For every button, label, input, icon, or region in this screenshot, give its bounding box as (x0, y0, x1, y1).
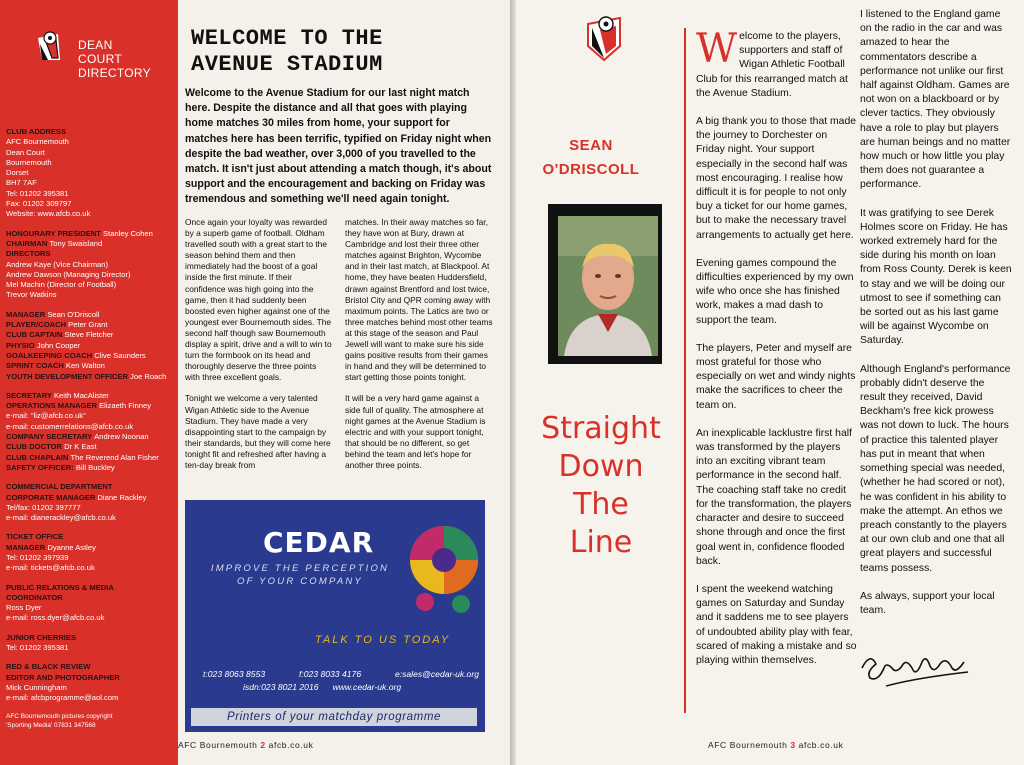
directory-value: Tel/fax: 01202 397777 (6, 502, 81, 512)
section-gap (6, 574, 174, 583)
directory-entry (6, 513, 174, 523)
directory-entry (6, 543, 174, 553)
directory-value: The Reverend Alan Fisher (70, 452, 159, 462)
directory-value: BH7 7AF (6, 178, 37, 188)
directory-heading: COMPANY SECRETARY (6, 432, 95, 442)
article-column-1 (185, 217, 333, 481)
directory-entry (6, 411, 174, 421)
directory-entry (6, 453, 174, 463)
directory-entry (6, 391, 174, 401)
directory-entry (6, 553, 174, 563)
directory-entry (6, 503, 174, 513)
directory-value: Dyanne Astley (47, 542, 96, 552)
author-name: SEAN O'DRISCOLL (542, 137, 640, 178)
advert-contacts: t:023 8063 8553 f:023 8033 4176 e:sales@cedar-uk.org isdn:023 8021 2016 www.cedar-uk.org (203, 669, 479, 692)
column-divider (684, 28, 686, 713)
advert-tagline: IMPROVE THE PERCEPTION OF YOUR COMPANY (210, 563, 390, 587)
article-column-2 (345, 217, 493, 481)
directory-value: e-mail: "liz@afcb.co.uk" (6, 411, 86, 421)
manager-photo (558, 216, 658, 356)
paragraph: Once again your loyalty was rewarded by a superb game of football. Oldham travelled south with a great start to the season behind them and then immediately had the boost of a goal inside the first minute. If their confidence was high going into the game, then it had suddenly been boosted even higher against one of the youngest ever Bournemouth sides. The second half though saw Bournemouth display a spirit, drive and a will to win to turn the formbook on its head and thoroughly deserve the three points with three excellent goals. (185, 217, 332, 383)
directory-entry (6, 270, 174, 280)
directory-heading: SAFETY OFFICER: (6, 462, 76, 472)
directory-heading: EDITOR AND PHOTOGRAPHER (6, 672, 120, 682)
directory-value: Mel Machin (Director of Football) (6, 280, 117, 290)
directory-value: Stanley Cohen (103, 228, 153, 238)
directory-entry (6, 563, 174, 573)
directory-heading: MANAGER (6, 542, 48, 552)
advert-brand: CEDAR (263, 526, 375, 559)
directory-value: Ken Walton (65, 361, 105, 371)
directory-heading: CHAIRMAN (6, 238, 50, 248)
directory-entry (6, 189, 174, 199)
directory-value: Keith MacAlister (53, 390, 109, 400)
directory-heading: DIRECTORS (6, 249, 51, 259)
directory-value: Andrew Dawson (Managing Director) (6, 269, 131, 279)
directory-entry (6, 199, 174, 209)
directory-value: Elizaeth Finney (99, 401, 152, 411)
advert-artwork-icon (407, 520, 481, 616)
welcome-headline: WELCOME TO THE AVENUE STADIUM (191, 26, 383, 77)
paragraph: I spent the weekend watching games on Saturday and Sunday and it saddens me to see players of undoubted ability play with fear, scared of making a mistake and so playing within themselves. (696, 583, 857, 666)
paragraph: I listened to the England game on the radio in the car and was amazed to hear the commentators describe a performance not unlike our first half against Oldham. Games are not won on a blackboard or by clever tactics. They obviously have a role to play but players are human beings and no matter how much or how little you play them does not guarantee a performance. (860, 9, 1011, 191)
directory-heading: CLUB CHAPLAIN (6, 452, 71, 462)
paragraph: Although England's performance probably didn't deserve the result they received, David Beckham's free kick prowess was not down to luck. The hours of practice this talented player has put in meant that when something special was needed, (whether he had scored or not), he was confident in his ability to make the attempt. An ethos we preach constantly to the players at our own club and one that all great players and successful teams possess. (860, 363, 1011, 574)
directory-entry (6, 330, 174, 340)
directory-value: Tel: 01202 395381 (6, 643, 69, 653)
club-crest-icon (584, 14, 624, 62)
directory-entry (6, 482, 174, 492)
directory-heading: SPRINT COACH (6, 361, 66, 371)
paragraph: Evening games compound the difficulties experienced by my own wife who once she has finished work, makes a mad dash to support the team. (696, 257, 854, 326)
directory-value: Trevor Watkins (6, 290, 57, 300)
paragraph: It was gratifying to see Derek Holmes score on Friday. He has worked extremely hard for the side during his month on loan from Ross County. Derek is keen to stay and we will be doing our utmost to see if something can be sorted out as his last game will be against Wycombe on Saturday. (860, 207, 1012, 347)
directory-value: Ross Dyer (6, 603, 42, 613)
directory-entry (6, 341, 174, 351)
directory-heading: PLAYER/COACH (6, 320, 69, 330)
paragraph: As always, support your local team. (860, 590, 995, 616)
directory-value: Fax: 01202 309797 (6, 199, 72, 209)
directory-value: Tony Swaisland (49, 238, 103, 248)
directory-entry (6, 463, 174, 473)
directory-entry (6, 532, 174, 542)
directory-heading: TICKET OFFICE (6, 532, 64, 542)
directory-heading: CLUB CAPTAIN (6, 330, 65, 340)
directory-value: Dr K East (64, 442, 97, 452)
section-gap (6, 220, 174, 229)
directory-entry (6, 280, 174, 290)
directory-entry (6, 229, 174, 239)
directory-value: Clive Saunders (94, 350, 146, 360)
directory-entry (6, 442, 174, 452)
directory-value: e-mail: dianerackley@afcb.co.uk (6, 513, 116, 523)
directory-heading: MANAGER (6, 309, 48, 319)
directory-list (6, 127, 174, 704)
directory-entry (6, 137, 174, 147)
paragraph: The players, Peter and myself are most grateful for those who especially on wet and windy nights make the sacrifices to cheer the team on. (696, 342, 856, 411)
directory-title: DEAN COURT DIRECTORY (78, 38, 151, 80)
cedar-advert (185, 500, 485, 732)
welcome-article (183, 0, 505, 765)
directory-value: Andrew Kaye (Vice Chairman) (6, 259, 108, 269)
directory-entry (6, 673, 174, 683)
directory-entry (6, 583, 174, 593)
directory-heading: HONOURARY PRESIDENT (6, 228, 104, 238)
directory-value: Bournemouth (6, 157, 52, 167)
article-intro: Welcome to the Avenue Stadium for our last night match here. Despite the distance and all that goes with playing home matches 30 miles from home, your support for matches here has been terrific, typified on Friday night when despite the bad weather, over 3,000 of you travelled to the match. It isn't just about attending a match though, it's about support and the encouragement and backing on Friday was tremendous and something we'll need again tonight. (185, 87, 492, 206)
section-gap (6, 523, 174, 532)
directory-heading: COMMERCIAL DEPARTMENT (6, 482, 113, 492)
directory-entry (6, 422, 174, 432)
directory-value: Tel: 01202 397939 (6, 552, 69, 562)
directory-entry (6, 372, 174, 382)
manager-notes-column-1 (696, 26, 858, 682)
paragraph: Tonight we welcome a very talented Wigan Athletic side to the Avenue Stadium. They have made a very disappointing start to the campaign by their standards, but they will come here tonight fit and refreshed after having a ten-day break from (185, 393, 331, 470)
directory-value: e-mail: tickets@afcb.co.uk (6, 563, 95, 573)
photo-copyright: AFC Bournemouth pictures copyright 'Sporting Media' 07831 347568 (6, 713, 113, 729)
directory-heading: CORPORATE MANAGER (6, 492, 98, 502)
directory-heading: JUNIOR CHERRIES (6, 632, 77, 642)
directory-value: Andrew Noonan (94, 432, 149, 442)
directory-entry (6, 603, 174, 613)
directory-value: Dorset (6, 168, 29, 178)
section-gap (6, 301, 174, 310)
section-gap (6, 653, 174, 662)
directory-entry (6, 693, 174, 703)
directory-heading: GOALKEEPING COACH (6, 350, 95, 360)
directory-entry (6, 593, 174, 603)
directory-value: Sean O'Driscoll (47, 309, 100, 319)
directory-heading: COORDINATOR (6, 592, 63, 602)
handwritten-signature (856, 638, 976, 698)
directory-heading: CLUB DOCTOR (6, 442, 65, 452)
directory-entry (6, 249, 174, 259)
directory-value: e-mail: afcbprogramme@aol.com (6, 693, 119, 703)
paragraph: Welcome to the players, supporters and staff of Wigan Athletic Football Club for this rearranged match at the Avenue Stadium. (696, 26, 848, 99)
directory-entry (6, 178, 174, 188)
directory-entry (6, 493, 174, 503)
section-gap (6, 624, 174, 633)
directory-entry (6, 310, 174, 320)
directory-value: Dean Court (6, 147, 45, 157)
directory-heading: PHYSIO (6, 340, 37, 350)
directory-entry (6, 127, 174, 137)
directory-entry (6, 401, 174, 411)
column-title: Straight Down The Line (541, 411, 661, 560)
directory-entry (6, 209, 174, 219)
right-page (516, 0, 1024, 765)
directory-value: Steve Fletcher (64, 330, 114, 340)
directory-entry (6, 361, 174, 371)
directory-sidebar (0, 0, 178, 765)
directory-entry (6, 643, 174, 653)
directory-heading: OPERATIONS MANAGER (6, 401, 100, 411)
directory-heading: YOUTH DEVELOPMENT OFFICER (6, 371, 131, 381)
directory-entry (6, 168, 174, 178)
directory-heading: CLUB ADDRESS (6, 127, 67, 136)
directory-value: John Cooper (36, 340, 81, 350)
paragraph: A big thank you to those that made the journey to Dorchester on Friday night. Your support especially in the second half was most encouraging. I realise how difficult it is for people to not only buy a ticket for our home games, but to make the necessary travel arrangements to actually get here. (696, 116, 857, 241)
advert-call-to-action: TALK TO US TODAY (315, 634, 451, 646)
paragraph: It will be a very hard game against a side full of quality. The atmosphere at night games at the Avenue Stadium is electric and with your support tonight, that should be no different, so get behind the team and let's hope for another three points. (345, 393, 486, 470)
directory-entry (6, 260, 174, 270)
manager-photo-frame (548, 204, 662, 364)
directory-entry (6, 613, 174, 623)
club-crest-icon (34, 30, 64, 64)
directory-entry (6, 633, 174, 643)
drop-cap: W (696, 26, 738, 72)
section-gap (6, 473, 174, 482)
section-gap (6, 382, 174, 391)
directory-value: e-mail: ross.dyer@afcb.co.uk (6, 613, 105, 623)
directory-value: Joe Roach (130, 371, 167, 381)
page-footer-left: AFC Bournemouth 2 afcb.co.uk (178, 740, 314, 750)
advert-footer: Printers of your matchday programme (191, 708, 477, 726)
directory-value: AFC Bournemouth (6, 137, 69, 147)
directory-heading: PUBLIC RELATIONS & MEDIA (6, 582, 114, 592)
directory-entry (6, 148, 174, 158)
directory-heading: RED & BLACK REVIEW (6, 662, 91, 672)
paragraph: matches. In their away matches so far, they have won at Bury, drawn at Cambridge and lost their three other matches against Brighton, Wycombe and in their last match, at Blackpool. At home, they have beaten Huddersfield, drawn against Brentford and lost twice, Bristol City and QPR coming away with maximum points. The Latics are two or three matches behind most other teams at this stage of the season and Paul Jewell will want to make sure his side gains positive results from their games in hand and they will be determined to start getting those points tonight. (345, 217, 493, 383)
directory-entry (6, 432, 174, 442)
directory-value: e-mail: customerrelations@afcb.co.uk (6, 421, 134, 431)
directory-entry (6, 239, 174, 249)
left-page (0, 0, 510, 765)
directory-value: Peter Grant (68, 320, 108, 330)
directory-heading: SECRETARY (6, 390, 54, 400)
directory-value: Diane Rackley (97, 492, 147, 502)
directory-value: Bill Buckley (75, 462, 115, 472)
directory-value: Mick Cunningham (6, 682, 67, 692)
manager-notes-column-2 (860, 8, 1012, 632)
directory-entry (6, 290, 174, 300)
directory-entry (6, 158, 174, 168)
paragraph: An inexplicable lacklustre first half was transformed by the players into an exciting vibrant team performance in the second half. The coaching staff take no credit for the transformation, the players character and desire to succeed shone through and once the first goal went in, confidence flooded back. (696, 427, 852, 567)
directory-entry (6, 320, 174, 330)
directory-entry (6, 683, 174, 693)
directory-entry (6, 662, 174, 672)
directory-value: Website: www.afcb.co.uk (6, 209, 91, 219)
directory-entry (6, 351, 174, 361)
directory-value: Tel: 01202 395381 (6, 188, 69, 198)
page-footer-right: AFC Bournemouth 3 afcb.co.uk (708, 740, 844, 750)
